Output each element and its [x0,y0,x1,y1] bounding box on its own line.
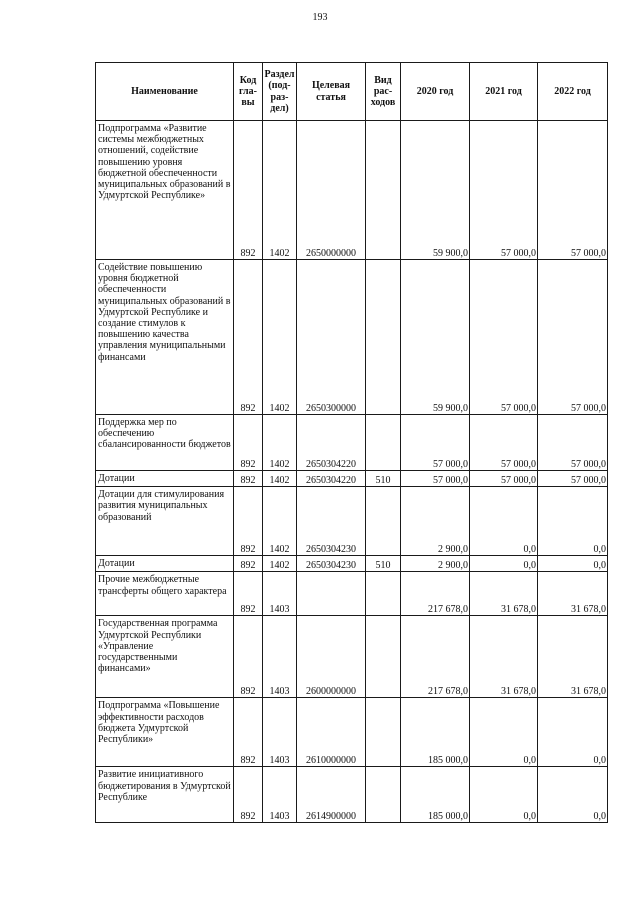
row-name: Дотации для стимулирования развития муниципальных образований [96,487,234,556]
table-row [96,616,608,698]
row-name: Подпрограмма «Развитие системы межбюджетных отношений, содействие повышению уровня бюджетной обеспеченности муниципальных образований в Удмуртской Республике» [96,121,234,260]
row-razdel: 1402 [263,556,297,572]
row-2022: 31 678,0 [538,572,608,616]
row-vid: 510 [366,471,401,487]
row-2021: 57 000,0 [470,121,538,260]
row-statya: 2600000000 [297,616,366,698]
row-kod: 892 [234,556,263,572]
row-2021: 57 000,0 [470,415,538,471]
row-vid [366,616,401,698]
row-statya: 2614900000 [297,767,366,823]
row-vid [366,698,401,767]
row-razdel: 1403 [263,616,297,698]
row-statya: 2650304220 [297,471,366,487]
table-row [96,767,608,823]
row-2022: 0,0 [538,698,608,767]
row-kod: 892 [234,487,263,556]
row-name: Дотации [96,471,234,487]
row-kod: 892 [234,415,263,471]
row-vid [366,767,401,823]
row-2022: 0,0 [538,556,608,572]
row-2020: 59 900,0 [401,121,470,260]
row-name: Содействие повышению уровня бюджетной обеспеченности муниципальных образований в Удмуртской Республике и создание стимулов к повышению качества управления муниципальными финансами [96,260,234,415]
table-row [96,260,608,415]
row-razdel: 1403 [263,698,297,767]
row-2021: 57 000,0 [470,471,538,487]
row-statya: 2650304230 [297,487,366,556]
row-2022: 57 000,0 [538,415,608,471]
row-2020: 217 678,0 [401,616,470,698]
row-2020: 217 678,0 [401,572,470,616]
table-row [96,121,608,260]
budget-table [95,62,608,823]
row-2020: 2 900,0 [401,556,470,572]
header-name: Наименование [96,63,234,121]
row-kod: 892 [234,616,263,698]
row-name: Поддержка мер по обеспечению сбалансированности бюджетов [96,415,234,471]
table-row [96,698,608,767]
row-2022: 57 000,0 [538,121,608,260]
row-2020: 57 000,0 [401,415,470,471]
row-statya: 2650304230 [297,556,366,572]
table-row [96,471,608,487]
row-2020: 185 000,0 [401,767,470,823]
header-razdel: Раздел (под- раз- дел) [263,63,297,121]
row-2021: 57 000,0 [470,260,538,415]
row-vid: 510 [366,556,401,572]
table-row [96,556,608,572]
row-2022: 57 000,0 [538,471,608,487]
row-2021: 0,0 [470,556,538,572]
row-2021: 31 678,0 [470,616,538,698]
row-kod: 892 [234,572,263,616]
row-razdel: 1402 [263,487,297,556]
row-razdel: 1402 [263,471,297,487]
row-name: Прочие межбюджетные трансферты общего характера [96,572,234,616]
row-kod: 892 [234,698,263,767]
row-2021: 31 678,0 [470,572,538,616]
row-razdel: 1402 [263,415,297,471]
row-kod: 892 [234,767,263,823]
row-kod: 892 [234,471,263,487]
row-vid [366,415,401,471]
row-2021: 0,0 [470,487,538,556]
row-2020: 59 900,0 [401,260,470,415]
header-vid: Вид рас- ходов [366,63,401,121]
row-2021: 0,0 [470,698,538,767]
header-kod: Код гла- вы [234,63,263,121]
header-2021: 2021 год [470,63,538,121]
header-2022: 2022 год [538,63,608,121]
row-statya: 2650000000 [297,121,366,260]
row-2021: 0,0 [470,767,538,823]
page-number: 193 [312,12,328,23]
table-row [96,487,608,556]
row-statya: 2650300000 [297,260,366,415]
row-statya: 2650304220 [297,415,366,471]
row-2020: 185 000,0 [401,698,470,767]
row-statya: 2610000000 [297,698,366,767]
row-razdel: 1403 [263,767,297,823]
row-vid [366,260,401,415]
row-2020: 57 000,0 [401,471,470,487]
table-row [96,415,608,471]
row-name: Государственная программа Удмуртской Республики «Управление государственными финансами» [96,616,234,698]
header-2020: 2020 год [401,63,470,121]
row-razdel: 1403 [263,572,297,616]
row-name: Развитие инициативного бюджетирования в Удмуртской Республике [96,767,234,823]
table-row [96,572,608,616]
row-razdel: 1402 [263,121,297,260]
row-2022: 31 678,0 [538,616,608,698]
row-vid [366,121,401,260]
row-kod: 892 [234,121,263,260]
row-2022: 57 000,0 [538,260,608,415]
row-kod: 892 [234,260,263,415]
row-2022: 0,0 [538,767,608,823]
header-statya: Целевая статья [297,63,366,121]
row-2022: 0,0 [538,487,608,556]
row-2020: 2 900,0 [401,487,470,556]
table-header-row [96,63,608,121]
row-name: Дотации [96,556,234,572]
row-vid [366,572,401,616]
row-razdel: 1402 [263,260,297,415]
row-statya [297,572,366,616]
row-vid [366,487,401,556]
row-name: Подпрограмма «Повышение эффективности расходов бюджета Удмуртской Республики» [96,698,234,767]
